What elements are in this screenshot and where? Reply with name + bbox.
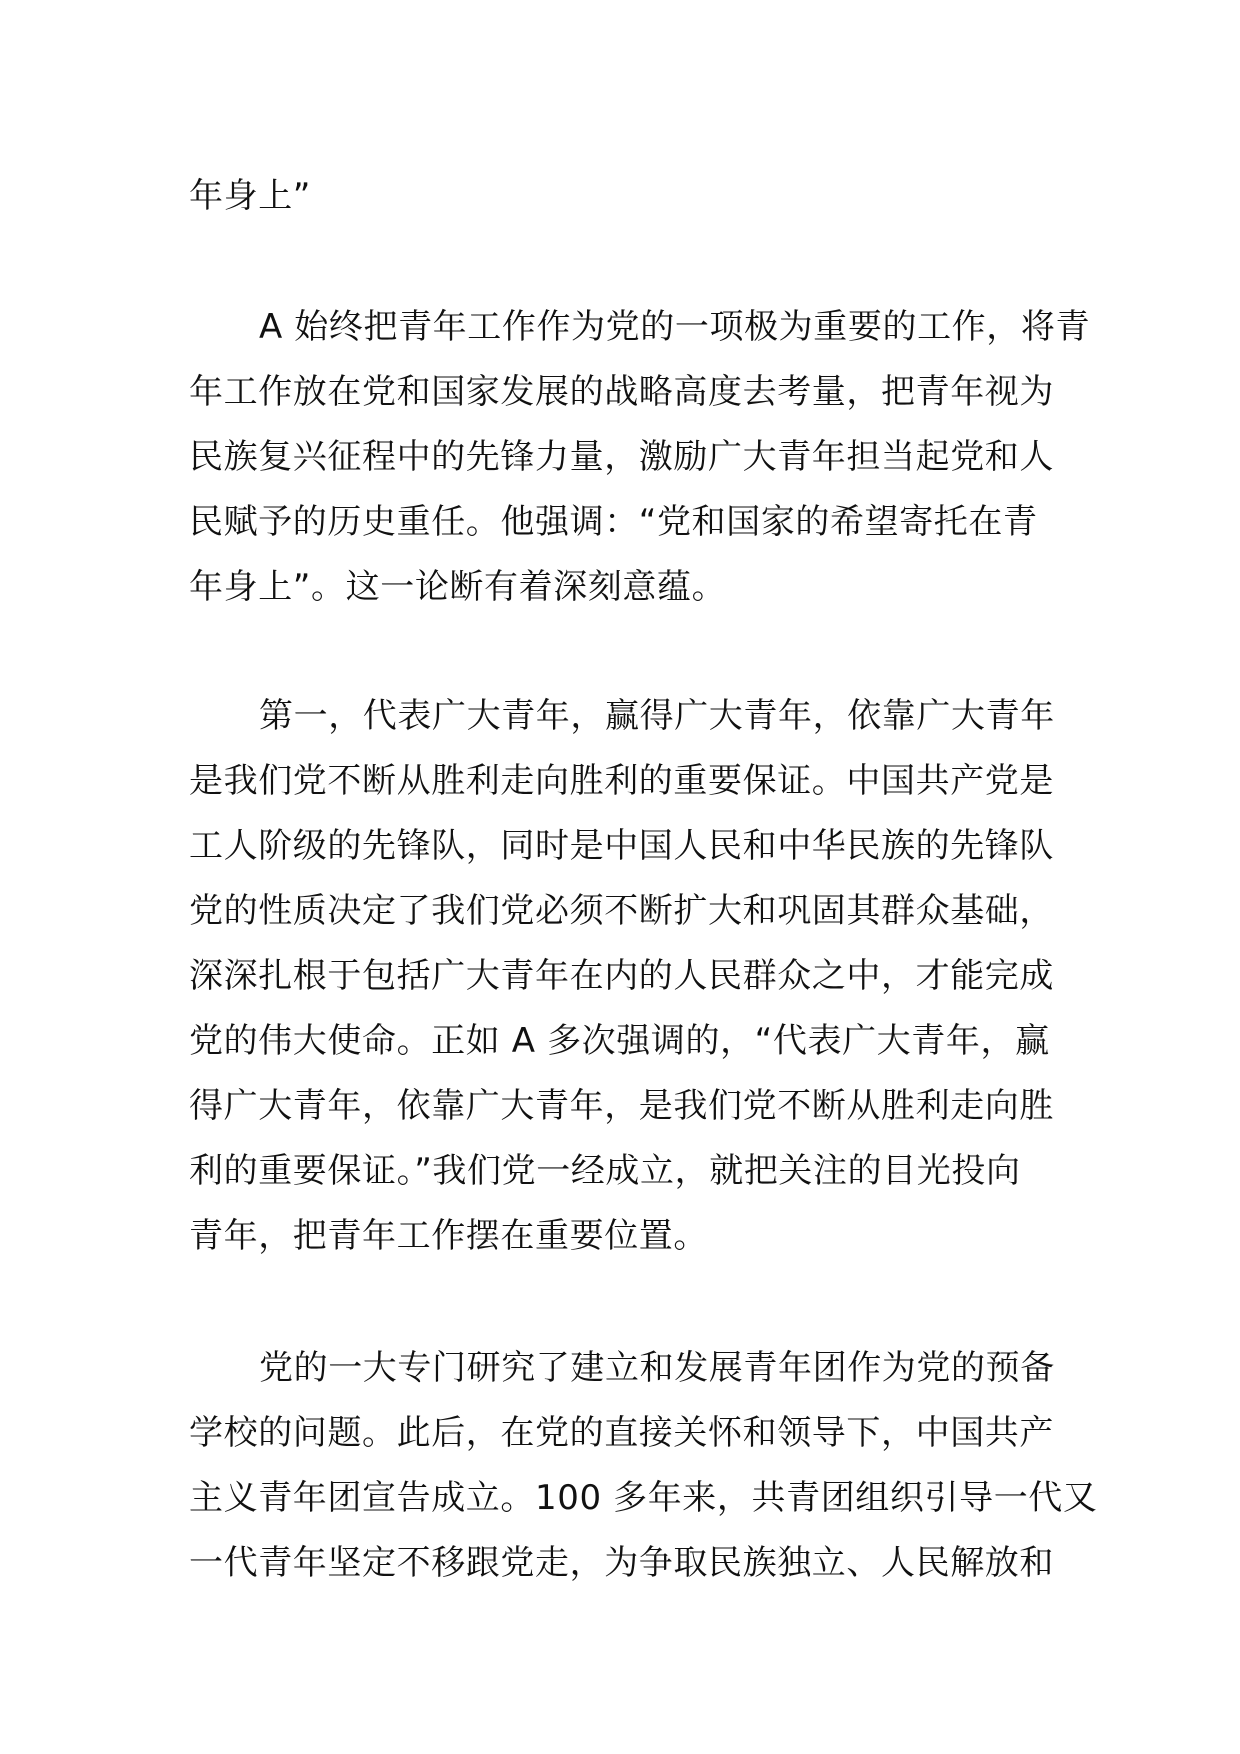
text-line: 党的性质决定了我们党必须不断扩大和巩固其群众基础， <box>189 891 1054 931</box>
text-line: 是我们党不断从胜利走向胜利的重要保证。中国共产党是 <box>189 761 1054 801</box>
text-line: A 始终把青年工作作为党的一项极为重要的工作，将青 <box>259 307 1091 347</box>
text-line: 学校的问题。此后，在党的直接关怀和领导下，中国共产 <box>189 1413 1054 1453</box>
text-line: 党的伟大使命。正如 A 多次强调的，“代表广大青年，赢 <box>189 1021 1050 1061</box>
text-line: 年身上” <box>189 176 312 216</box>
text-line: 一代青年坚定不移跟党走，为争取民族独立、人民解放和 <box>189 1543 1054 1583</box>
text-line: 青年，把青年工作摆在重要位置。 <box>189 1216 708 1256</box>
text-line: 深深扎根于包括广大青年在内的人民群众之中，才能完成 <box>189 956 1054 996</box>
text-line: 民赋予的历史重任。他强调：“党和国家的希望寄托在青 <box>189 502 1038 542</box>
text-line: 第一，代表广大青年，赢得广大青年，依靠广大青年 <box>259 696 1055 736</box>
paragraph-first-point <box>189 684 1065 1269</box>
paragraph-party-youth-work <box>189 295 1091 620</box>
text-line: 年工作放在党和国家发展的战略高度去考量，把青年视为 <box>189 372 1054 412</box>
text-line: 主义青年团宣告成立。100 多年来，共青团组织引导一代又 <box>189 1478 1098 1518</box>
text-line: 工人阶级的先锋队，同时是中国人民和中华民族的先锋队 <box>189 826 1054 866</box>
text-line: 得广大青年，依靠广大青年，是我们党不断从胜利走向胜 <box>189 1086 1054 1126</box>
text-line: 民族复兴征程中的先锋力量，激励广大青年担当起党和人 <box>189 437 1054 477</box>
text-line: 党的一大专门研究了建立和发展青年团作为党的预备 <box>259 1348 1055 1388</box>
paragraph-continuation <box>189 164 1065 229</box>
paragraph-youth-league <box>189 1336 1098 1596</box>
text-line: 利的重要保证。”我们党一经成立，就把关注的目光投向 <box>189 1151 1021 1191</box>
text-line: 年身上”。这一论断有着深刻意蕴。 <box>189 567 727 607</box>
